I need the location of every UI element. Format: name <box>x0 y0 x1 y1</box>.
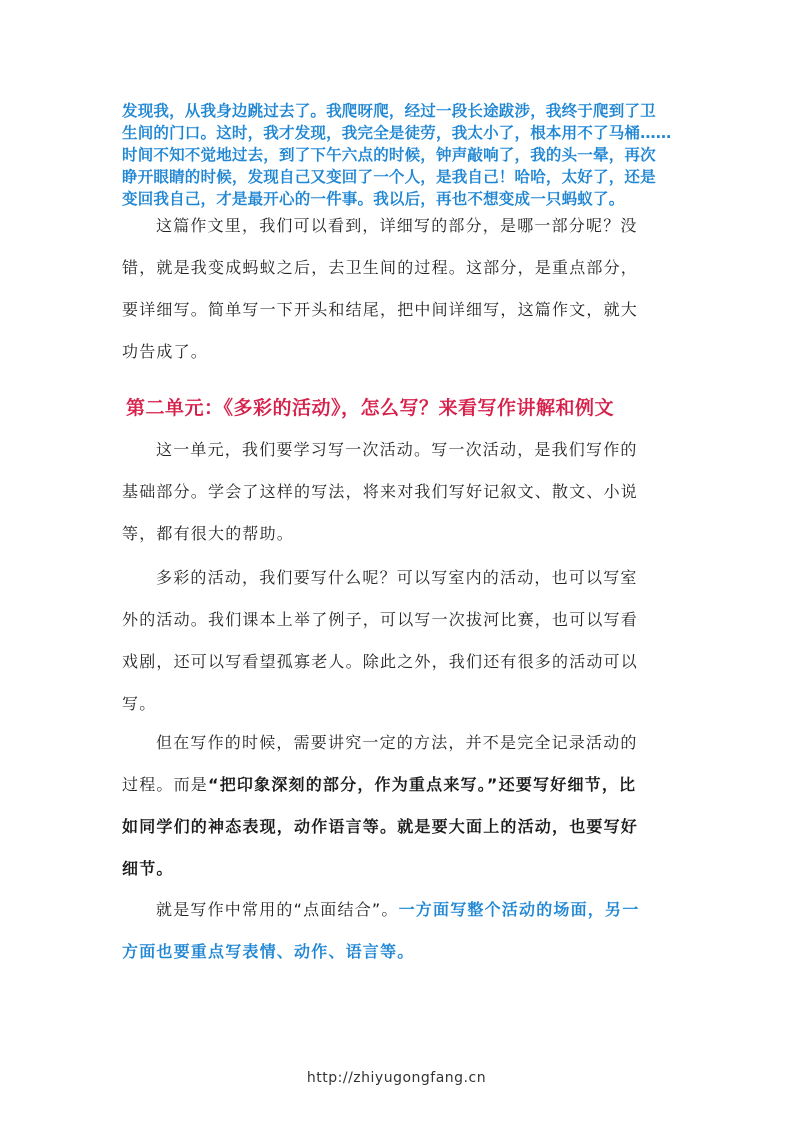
footer-url: http://zhiyugongfang.cn <box>306 1070 487 1086</box>
paragraph-line: 错，就是我变成蚂蚁之后，去卫生间的过程。这部分，是重点部分， <box>122 258 639 277</box>
paragraph-line: 但在写作的时候，需要讲究一定的方法，并不是完全记录活动的 <box>156 733 638 752</box>
bold-text: “把印象深刻的部分，作为重点来写。”还要写好细节，比 <box>208 775 637 794</box>
paragraph-line: 等，都有很大的帮助。 <box>122 524 295 543</box>
paragraph-line <box>122 889 674 931</box>
paragraph-line: 这一单元，我们要学习写一次活动。写一次活动，是我们写作的 <box>156 440 638 459</box>
paragraph-unit-intro <box>122 429 674 555</box>
blue-story-excerpt <box>122 100 682 210</box>
excerpt-line: 时间不知不觉地过去，到了下午六点的时候，钟声敲响了，我的头一晕，再次 <box>122 146 656 164</box>
paragraph-method <box>122 722 674 890</box>
paragraph-analysis <box>122 205 674 373</box>
paragraph-line: 功告成了。 <box>122 342 209 361</box>
paragraph-line: 戏剧，还可以写看望孤寡老人。除此之外，我们还有很多的活动可以 <box>122 652 639 671</box>
blue-bold-text: 一方面写整个活动的场面，另一 <box>398 900 640 919</box>
paragraph-line: 多彩的活动，我们要写什么呢？可以写室内的活动，也可以写室 <box>156 568 638 587</box>
section-heading: 第二单元：《多彩的活动》，怎么写？来看写作讲解和例文 <box>126 397 615 419</box>
paragraph-line-blue: 方面也要重点写表情、动作、语言等。 <box>122 942 415 961</box>
paragraph-line-bold: 如同学们的神态表现，动作语言等。就是要大面上的活动，也要写好 <box>122 817 639 836</box>
normal-text: 就是写作中常用的“点面结合”。 <box>156 900 399 919</box>
paragraph-line: 这篇作文里，我们可以看到，详细写的部分，是哪一部分呢？没 <box>156 216 638 235</box>
paragraph-line: 外的活动。我们课本上举了例子，可以写一次拔河比赛，也可以写看 <box>122 610 639 629</box>
paragraph-point-and-area <box>122 889 674 973</box>
excerpt-line: 发现我，从我身边跳过去了。我爬呀爬，经过一段长途跋涉，我终于爬到了卫 <box>122 102 656 120</box>
paragraph-line: 写。 <box>122 694 157 713</box>
excerpt-line: 变回我自己，才是最开心的一件事。我以后，再也不想变成一只蚂蚁了。 <box>122 190 625 208</box>
paragraph-line: 要详细写。简单写一下开头和结尾，把中间详细写，这篇作文，就大 <box>122 300 639 319</box>
paragraph-line <box>122 764 674 806</box>
excerpt-line: 生间的门口。这时，我才发现，我完全是徒劳，我太小了，根本用不了马桶…… <box>122 124 672 142</box>
paragraph-activities <box>122 557 674 725</box>
paragraph-line: 基础部分。学会了这样的写法，将来对我们写好记叙文、散文、小说 <box>122 482 639 501</box>
excerpt-line: 睁开眼睛的时候，发现自己又变回了一个人，是我自己！哈哈，太好了，还是 <box>122 168 656 186</box>
paragraph-line-bold: 细节。 <box>122 859 174 878</box>
normal-text: 过程。而是 <box>122 775 209 794</box>
